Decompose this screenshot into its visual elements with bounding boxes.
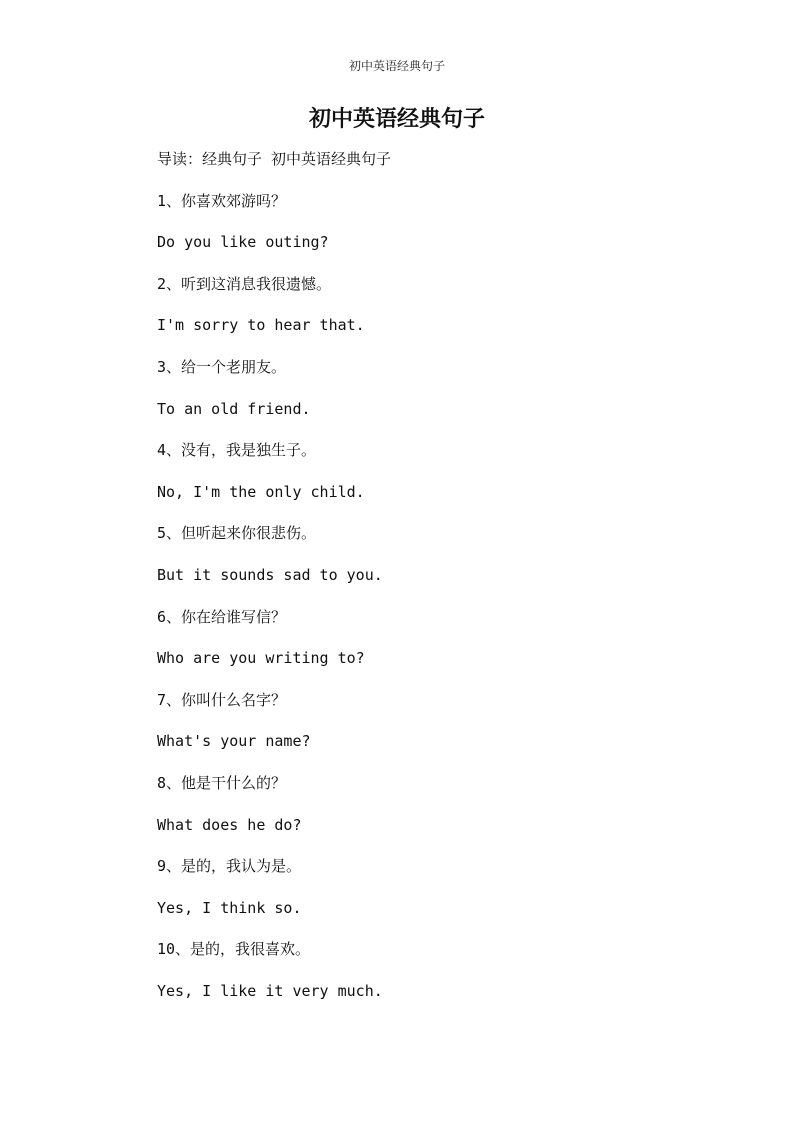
sentence-en: What's your name? (157, 732, 311, 751)
sentence-en: Who are you writing to? (157, 649, 365, 668)
document-body (157, 143, 757, 1016)
sentence-cn: 5、但听起来你很悲伤。 (157, 524, 317, 543)
sentence-cn: 8、他是干什么的？ (157, 773, 287, 792)
sentence-cn: 4、没有，我是独生子。 (157, 441, 317, 460)
sentence-cn: 2、听到这消息我很遗憾。 (157, 274, 332, 293)
page-header: 初中英语经典句子 (348, 59, 445, 73)
sentence-cn: 6、你在给谁写信？ (157, 607, 287, 626)
document-title: 初中英语经典句子 (308, 106, 485, 132)
sentence-en: Do you like outing? (157, 233, 329, 252)
sentence-cn: 7、你叫什么名字？ (157, 690, 287, 709)
sentence-cn: 9、是的，我认为是。 (157, 857, 302, 876)
sentence-en: I'm sorry to hear that. (157, 316, 365, 335)
sentence-en: Yes, I like it very much. (157, 981, 383, 1000)
sentence-cn: 3、给一个老朋友。 (157, 357, 287, 376)
intro-line: 导读：经典句子 初中英语经典句子 (157, 150, 392, 168)
sentence-en: But it sounds sad to you. (157, 565, 383, 584)
sentence-cn: 1、你喜欢郊游吗？ (157, 191, 287, 210)
sentence-en: What does he do? (157, 815, 302, 834)
sentence-en: Yes, I think so. (157, 898, 302, 917)
sentence-en: To an old friend. (157, 399, 311, 418)
sentence-en: No, I'm the only child. (157, 482, 365, 501)
sentence-cn: 10、是的，我很喜欢。 (157, 940, 311, 959)
